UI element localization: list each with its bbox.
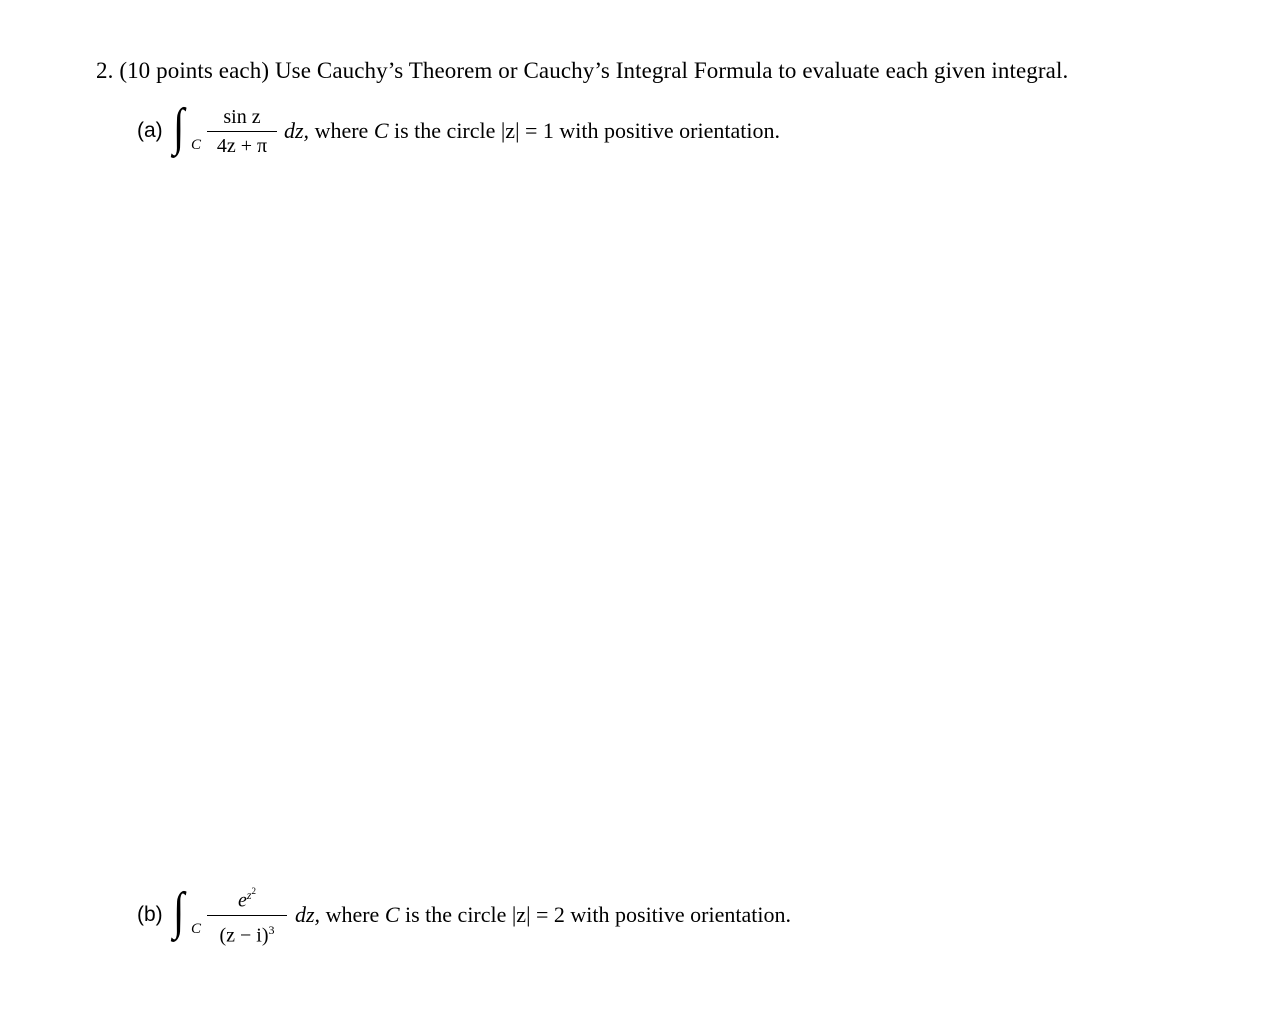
integral-description bbox=[295, 902, 791, 928]
contour-condition: |z| = 2 bbox=[511, 902, 565, 927]
orientation-text: with positive orientation. bbox=[570, 902, 791, 927]
fraction bbox=[207, 106, 277, 157]
contour-name: C bbox=[384, 902, 400, 927]
numerator-exponent bbox=[247, 888, 256, 902]
fraction-bar bbox=[207, 131, 277, 132]
where-text: where bbox=[325, 902, 380, 927]
numerator-exponent-base: z bbox=[246, 888, 252, 902]
contour-subscript: C bbox=[191, 137, 202, 153]
denominator-base: (z − i) bbox=[219, 924, 269, 947]
is-text: is the circle bbox=[405, 902, 507, 927]
contour-condition: |z| = 1 bbox=[500, 118, 554, 143]
differential: dz, bbox=[295, 902, 321, 927]
fraction-numerator bbox=[207, 880, 287, 912]
fraction bbox=[207, 880, 287, 946]
problem-points: (10 points each) bbox=[119, 58, 270, 83]
fraction-denominator bbox=[207, 919, 287, 947]
denominator-power: 3 bbox=[268, 922, 275, 937]
fraction-numerator: sin z bbox=[223, 106, 261, 128]
numerator-base: e bbox=[237, 889, 247, 912]
integral-description bbox=[284, 118, 780, 144]
contour-name: C bbox=[373, 118, 389, 143]
where-text: where bbox=[314, 118, 369, 143]
is-text: is the circle bbox=[394, 118, 496, 143]
part-label: (a) bbox=[137, 119, 163, 142]
integral-sign: ∫ bbox=[173, 883, 185, 940]
differential: dz, bbox=[284, 118, 310, 143]
integral-sign: ∫ bbox=[173, 99, 185, 156]
fraction-denominator: 4z + π bbox=[216, 135, 268, 157]
problem-instruction: Use Cauchy’s Theorem or Cauchy’s Integral Formula to evaluate each given integral. bbox=[274, 58, 1069, 83]
fraction-bar bbox=[207, 915, 287, 916]
problem-number: 2. bbox=[96, 58, 114, 83]
part-label: (b) bbox=[137, 903, 163, 926]
problem-header bbox=[96, 58, 1068, 84]
contour-subscript: C bbox=[191, 921, 202, 937]
orientation-text: with positive orientation. bbox=[559, 118, 780, 143]
numerator-exponent-power: 2 bbox=[251, 886, 257, 896]
